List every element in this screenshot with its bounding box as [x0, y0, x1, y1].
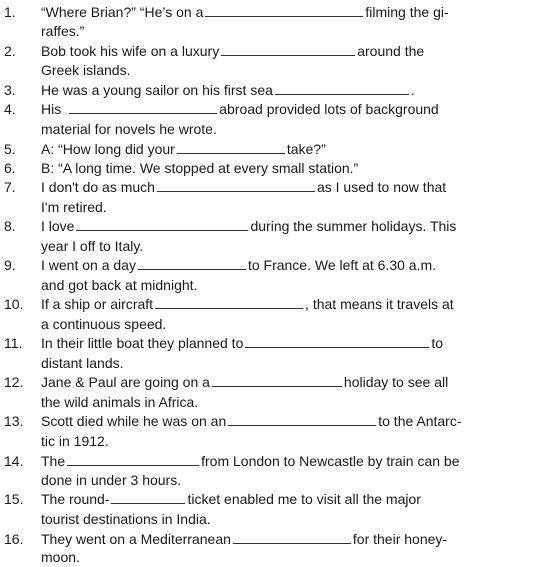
item-text: A: “How long did your [41, 141, 175, 157]
item-text: tourist destinations in India. [41, 511, 211, 527]
item-text: They went on a Mediterranean [41, 531, 231, 547]
item-text: I'm retired. [41, 199, 107, 215]
item-text: as I used to now that [316, 179, 447, 195]
item-text: “Where Brian?” “He’s on a [41, 4, 204, 20]
item-text: Jane & Paul are going on a [41, 374, 210, 390]
item-text: His [41, 101, 62, 117]
item-text: for their honey- [352, 531, 448, 547]
answer-blank[interactable] [76, 217, 248, 231]
item-number: 3. [4, 82, 16, 98]
item-number: 13. [4, 413, 24, 429]
item-text: during the summer holidays. This [250, 218, 457, 234]
item-text: Greek islands. [41, 62, 131, 78]
answer-blank[interactable] [221, 42, 355, 56]
answer-blank[interactable] [245, 334, 429, 348]
item-number: 5. [4, 141, 16, 157]
item-text: the wild animals in Africa. [41, 394, 199, 410]
item-text: distant lands. [41, 355, 124, 371]
answer-blank[interactable] [138, 256, 246, 270]
item-text: and got back at midnight. [41, 277, 198, 293]
item-text: year I off to Italy. [41, 238, 144, 254]
answer-blank[interactable] [111, 490, 185, 504]
item-text: to the Antarc- [378, 413, 462, 429]
item-text: from London to Newcastle by train can be [201, 453, 460, 469]
item-number: 12. [4, 374, 24, 390]
answer-blank[interactable] [275, 81, 409, 95]
item-text: ticket enabled me to visit all the major [187, 491, 421, 507]
answer-blank[interactable] [67, 452, 199, 466]
item-number: 16. [4, 531, 24, 547]
item-number: 4. [4, 101, 16, 117]
answer-blank[interactable] [155, 295, 303, 309]
answer-blank[interactable] [233, 530, 351, 544]
answer-blank[interactable] [205, 3, 363, 17]
item-text: The round- [41, 491, 110, 507]
answer-blank[interactable] [69, 100, 217, 114]
item-text: take?” [286, 141, 326, 157]
item-text: a continuous speed. [41, 316, 167, 332]
item-number: 7. [4, 179, 16, 195]
item-text: raffes.” [41, 23, 85, 39]
item-number: 15. [4, 491, 24, 507]
item-number: 6. [4, 160, 16, 176]
item-text: Bob took his wife on a luxury [41, 43, 220, 59]
item-text: The [41, 453, 66, 469]
item-text: He was a young sailor on his first sea [41, 82, 273, 98]
item-number: 9. [4, 257, 16, 273]
item-text: around the [357, 43, 425, 59]
item-text: I went on a day [41, 257, 136, 273]
answer-blank[interactable] [177, 140, 285, 154]
item-text: to [431, 335, 444, 351]
item-text: In their little boat they planned to [41, 335, 244, 351]
item-text: done in under 3 hours. [41, 472, 182, 488]
item-text: holiday to see all [343, 374, 449, 390]
item-number: 10. [4, 296, 24, 312]
answer-blank[interactable] [212, 373, 342, 387]
item-text: Scott died while he was on an [41, 413, 227, 429]
item-text: . [410, 82, 415, 98]
item-number: 8. [4, 218, 16, 234]
item-text: material for novels he wrote. [41, 121, 217, 137]
item-number: 14. [4, 453, 24, 469]
item-number: 11. [4, 335, 23, 351]
item-text: filming the gi- [365, 4, 449, 20]
item-number: 1. [4, 4, 16, 20]
item-number: 2. [4, 43, 16, 59]
item-text: I don't do as much [41, 179, 155, 195]
item-text: I love [41, 218, 75, 234]
item-text: , that means it travels at [305, 296, 454, 312]
answer-blank[interactable] [157, 178, 315, 192]
item-text: abroad provided lots of background [219, 101, 439, 117]
item-text: to France. We left at 6.30 a.m. [247, 257, 437, 273]
item-text: tic in 1912. [41, 433, 109, 449]
item-text: If a ship or aircraft [41, 296, 154, 312]
answer-blank[interactable] [228, 412, 376, 426]
item-text: B: “A long time. We stopped at every small station.” [41, 160, 359, 176]
item-text: moon. [41, 549, 80, 565]
